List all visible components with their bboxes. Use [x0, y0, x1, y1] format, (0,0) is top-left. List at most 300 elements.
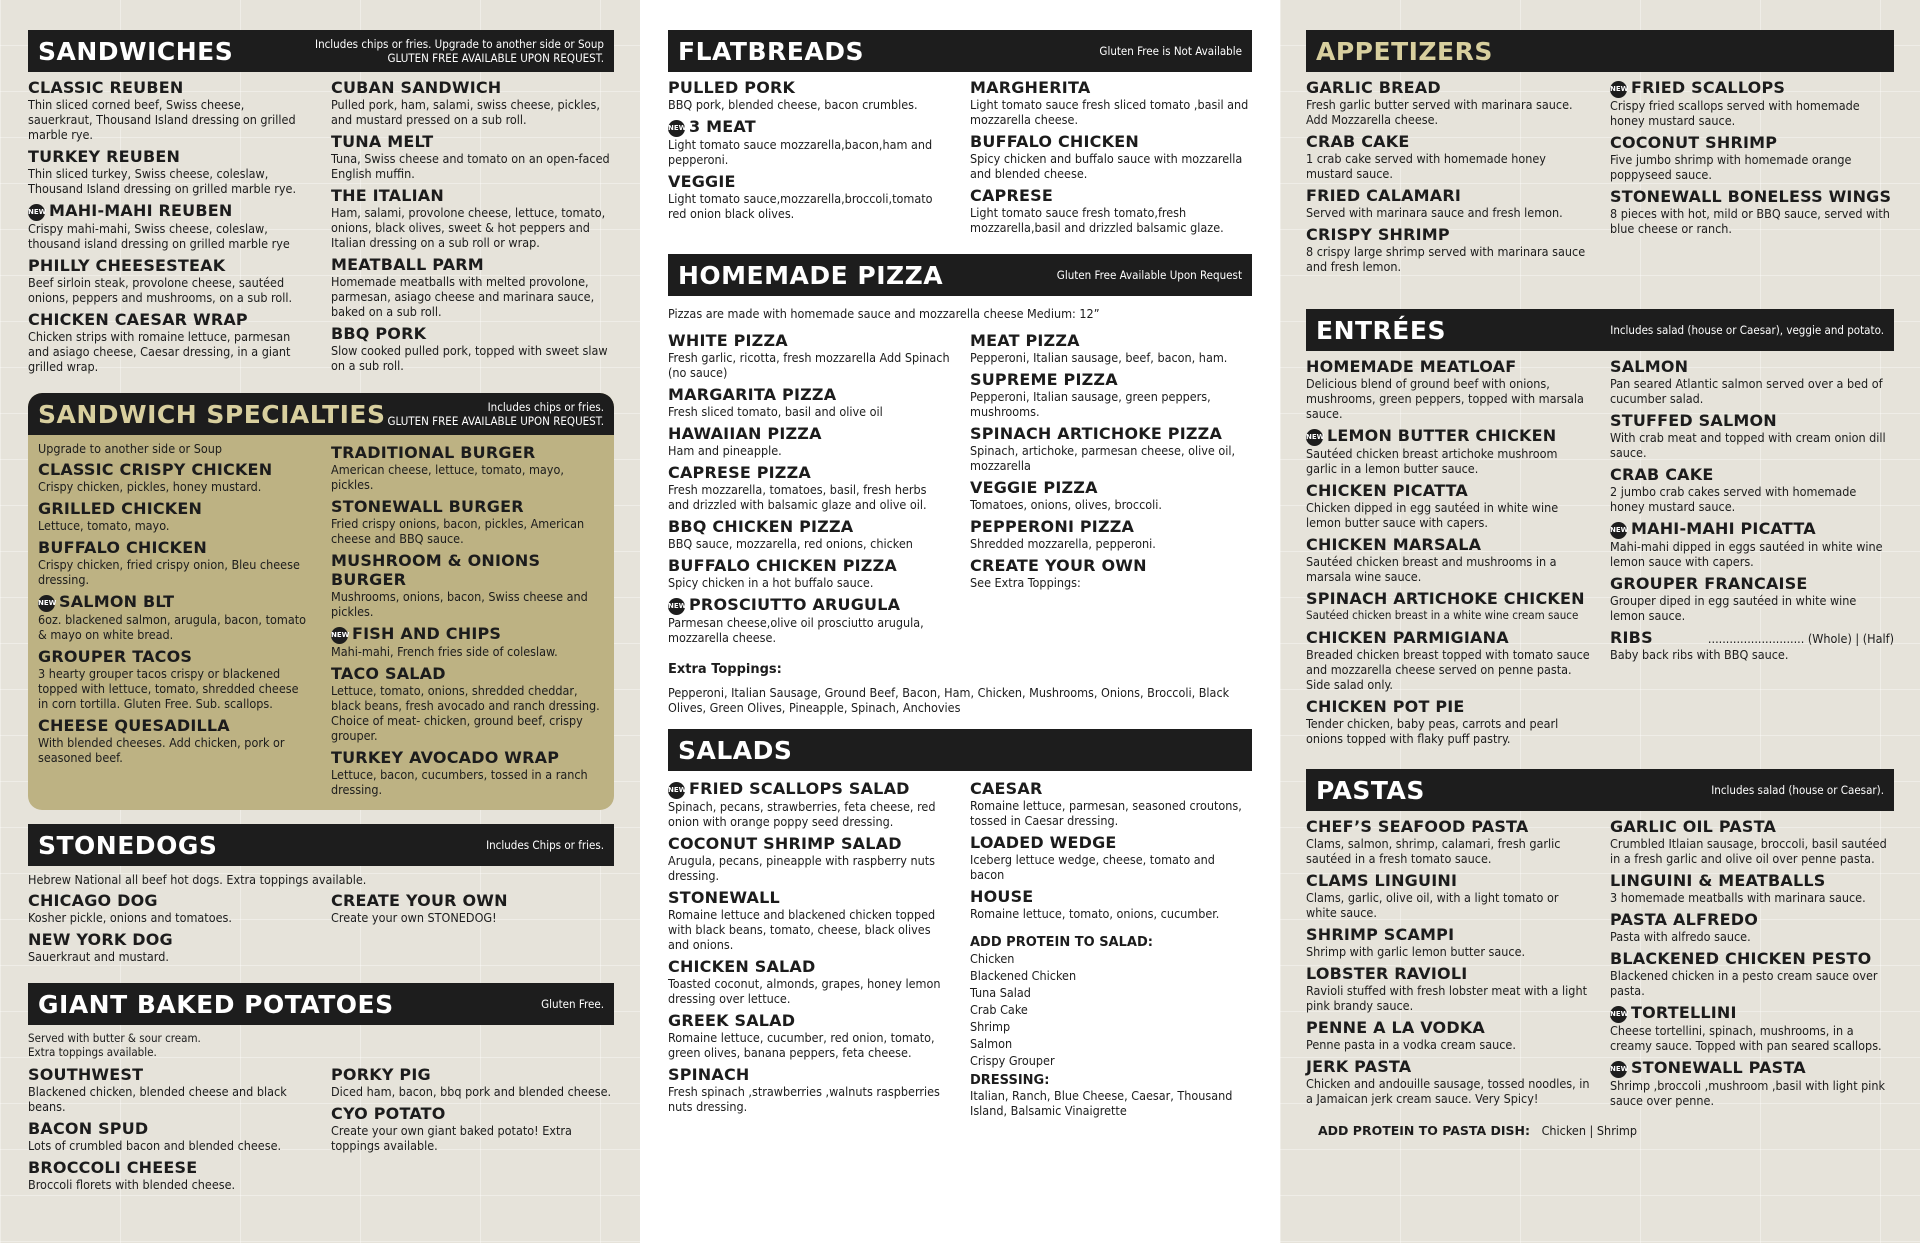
- potatoes-header: [28, 983, 614, 1025]
- item-desc: Diced ham, bacon, bbq pork and blended cheese.: [331, 1084, 612, 1099]
- item-desc: Light tomato sauce fresh sliced tomato ,basil and mozzarella cheese.: [970, 97, 1249, 127]
- menu-item: [1306, 426, 1590, 476]
- section-note: [315, 37, 604, 65]
- item-desc: 3 hearty grouper tacos crispy or blackened topped with lettuce, tomato, shredded cheese in corn tortilla. Gluten Free. Sub. scallops.: [38, 666, 299, 711]
- item-desc: Thin sliced corned beef, Swiss cheese, sauerkraut, Thousand Island dressing on grilled marble rye.: [28, 97, 296, 142]
- menu-item: [331, 255, 614, 319]
- item-name: MUSHROOM & ONIONS BURGER: [331, 551, 541, 589]
- item-desc: Create your own giant baked potato! Extra toppings available.: [331, 1123, 572, 1153]
- item-desc: Blackened chicken, blended cheese and black beans.: [28, 1084, 287, 1114]
- item-name: SPINACH: [668, 1065, 750, 1084]
- intro-line: Extra toppings available.: [28, 1045, 157, 1059]
- menu-item: [331, 664, 604, 743]
- entrees-section: [1306, 309, 1894, 751]
- item-desc: Five jumbo shrimp with homemade orange poppyseed sauce.: [1610, 152, 1852, 182]
- item-desc: Penne pasta in a vodka cream sauce.: [1306, 1037, 1516, 1052]
- menu-item: [28, 1158, 311, 1192]
- menu-item: [1306, 871, 1590, 920]
- menu-item: [38, 499, 311, 533]
- item-name: LINGUINI & MEATBALLS: [1610, 871, 1826, 890]
- item-name: PASTA ALFREDO: [1610, 910, 1759, 929]
- new-badge-icon: NEW: [1306, 429, 1323, 446]
- item-desc: Mahi-mahi, French fries side of coleslaw.: [331, 644, 558, 659]
- section-note: [387, 400, 604, 428]
- menu-item: [331, 497, 604, 546]
- item-desc: Kosher pickle, onions and tomatoes.: [28, 910, 232, 925]
- item-name: CLASSIC CRISPY CHICKEN: [38, 460, 273, 479]
- item-desc: Fresh garlic butter served with marinara sauce. Add Mozzarella cheese.: [1306, 97, 1573, 127]
- item-desc: Grouper diped in egg sautéed in white wine lemon sauce.: [1610, 593, 1857, 623]
- item-desc: Spinach, pecans, strawberries, feta cheese, red onion with orange poppy seed dressing.: [668, 799, 936, 829]
- section-title: STONEDOGS: [38, 830, 218, 860]
- item-desc: Ham and pineapple.: [668, 443, 782, 458]
- menu-item: [970, 478, 1252, 512]
- item-name: JERK PASTA: [1306, 1057, 1412, 1076]
- pastas-header: [1306, 769, 1894, 811]
- item-name: CREATE YOUR OWN: [331, 891, 508, 910]
- menu-item: [331, 186, 614, 250]
- protein-options: Chicken | Shrimp: [1541, 1123, 1638, 1138]
- item-name: WHITE PIZZA: [668, 331, 788, 350]
- item-desc: Ham, salami, provolone cheese, lettuce, tomato, onions, black olives, sweet & hot peppers and Italian dressing on a sub roll or wrap.: [331, 205, 606, 250]
- baked-potatoes-section: [28, 983, 614, 1197]
- item-name: SALMON: [1610, 357, 1689, 376]
- dressing-label: DRESSING:: [970, 1073, 1050, 1088]
- item-desc: Arugula, pecans, pineapple with raspberry nuts dressing.: [668, 853, 936, 883]
- item-desc: Light tomato sauce,mozzarella,broccoli,tomato red onion black olives.: [668, 191, 933, 221]
- item-name: SPINACH ARTICHOKE PIZZA: [970, 424, 1223, 443]
- menu-item: [970, 833, 1252, 882]
- menu-item: [1610, 133, 1894, 182]
- section-title: SANDWICHES: [38, 36, 234, 66]
- item-desc: Cheese tortellini, spinach, mushrooms, in a creamy sauce. Topped with pan seared scallops.: [1610, 1023, 1882, 1053]
- menu-item: [970, 78, 1252, 127]
- item-name: STONEWALL: [668, 888, 780, 907]
- new-badge-icon: NEW: [1610, 1061, 1627, 1078]
- section-title: HOMEMADE PIZZA: [678, 260, 944, 290]
- flatbreads-section: [668, 30, 1252, 240]
- item-desc: Lettuce, bacon, cucumbers, tossed in a ranch dressing.: [331, 767, 588, 797]
- item-name: GREEK SALAD: [668, 1011, 796, 1030]
- item-name: SALMON BLT: [59, 592, 175, 611]
- item-desc: Pepperoni, Italian sausage, beef, bacon, ham.: [970, 350, 1228, 365]
- item-desc: Romaine lettuce, tomato, onions, cucumber.: [970, 906, 1220, 921]
- section-title: SANDWICH SPECIALTIES: [38, 399, 386, 429]
- item-name: CAPRESE: [970, 186, 1053, 205]
- item-name: STONEWALL BURGER: [331, 497, 524, 516]
- menu-item: [331, 78, 614, 127]
- protein-option: Shrimp: [970, 1019, 1011, 1034]
- item-name: SHRIMP SCAMPI: [1306, 925, 1455, 944]
- specialties-header: [28, 393, 614, 435]
- item-desc: Lots of crumbled bacon and blended cheese.: [28, 1138, 282, 1153]
- item-desc: Crumbled Itlaian sausage, broccoli, basil sautéed in a fresh garlic and olive oil over penne pasta.: [1610, 836, 1887, 866]
- item-name: CLASSIC REUBEN: [28, 78, 184, 97]
- menu-item: [668, 834, 950, 883]
- menu-item: [28, 1065, 311, 1114]
- menu-item: [668, 517, 950, 551]
- salads-section: [668, 729, 1252, 1119]
- item-name: MEAT PIZZA: [970, 331, 1080, 350]
- item-desc: Beef sirloin steak, provolone cheese, sautéed onions, peppers and mushrooms, on a sub roll.: [28, 275, 293, 305]
- extra-toppings-label: Extra Toppings:: [668, 662, 782, 677]
- menu-item: [668, 779, 950, 829]
- item-name: CRAB CAKE: [1610, 465, 1714, 484]
- menu-item: [1306, 357, 1590, 421]
- pasta-protein-row: [1306, 1123, 1894, 1138]
- item-name: CAESAR: [970, 779, 1043, 798]
- item-name: COCONUT SHRIMP SALAD: [668, 834, 902, 853]
- item-desc: Light tomato sauce fresh tomato,fresh mozzarella,basil and drizzled balsamic glaze.: [970, 205, 1224, 235]
- menu-item: [668, 888, 950, 952]
- new-badge-icon: NEW: [38, 595, 55, 612]
- item-name: BBQ PORK: [331, 324, 427, 343]
- item-name: CREATE YOUR OWN: [970, 556, 1147, 575]
- menu-item: [38, 538, 311, 587]
- item-desc: Thin sliced turkey, Swiss cheese, coleslaw, Thousand Island dressing on grilled marble rye.: [28, 166, 297, 196]
- menu-item: [1610, 1003, 1894, 1053]
- protein-option: Salmon: [970, 1036, 1013, 1051]
- menu-item: [331, 132, 614, 181]
- menu-item: [331, 324, 614, 373]
- item-desc: With blended cheeses. Add chicken, pork or seasoned beef.: [38, 735, 285, 765]
- item-name: NEW YORK DOG: [28, 930, 173, 949]
- section-note: Gluten Free.: [541, 997, 604, 1011]
- menu-item: [28, 891, 311, 925]
- item-desc: Mahi-mahi dipped in eggs sautéed in white wine lemon sauce with capers.: [1610, 539, 1883, 569]
- protein-list: [970, 950, 1252, 1069]
- new-badge-icon: NEW: [28, 204, 45, 221]
- menu-item: [1610, 574, 1894, 623]
- item-name: GRILLED CHICKEN: [38, 499, 203, 518]
- item-desc: Shrimp with garlic lemon butter sauce.: [1306, 944, 1526, 959]
- menu-item: [1306, 1018, 1590, 1052]
- item-name: GROUPER TACOS: [38, 647, 193, 666]
- item-name: PHILLY CHEESESTEAK: [28, 256, 226, 275]
- item-name: BROCCOLI CHEESE: [28, 1158, 198, 1177]
- item-desc: Romaine lettuce, parmesan, seasoned croutons, tossed in Caesar dressing.: [970, 798, 1242, 828]
- new-badge-icon: NEW: [668, 120, 685, 137]
- item-name: CHEESE QUESADILLA: [38, 716, 230, 735]
- item-name: VEGGIE PIZZA: [970, 478, 1098, 497]
- flatbreads-header: [668, 30, 1252, 72]
- item-desc: Iceberg lettuce wedge, cheese, tomato and bacon: [970, 852, 1215, 882]
- menu-item: [1306, 1057, 1590, 1106]
- item-name: CYO POTATO: [331, 1104, 446, 1123]
- item-name: HOUSE: [970, 887, 1034, 906]
- menu-item: [38, 592, 311, 642]
- menu-item: [1306, 535, 1590, 584]
- menu-item: [1610, 78, 1894, 128]
- item-desc: BBQ sauce, mozzarella, red onions, chicken: [668, 536, 913, 551]
- item-desc: BBQ pork, blended cheese, bacon crumbles.: [668, 97, 918, 112]
- menu-item: [331, 1065, 614, 1099]
- item-desc: Crispy chicken, fried crispy onion, Bleu cheese dressing.: [38, 557, 300, 587]
- menu-item: [970, 331, 1252, 365]
- item-desc: 1 crab cake served with homemade honey mustard sauce.: [1306, 151, 1546, 181]
- stonedogs-header: [28, 824, 614, 866]
- item-name: FRIED SCALLOPS: [1631, 78, 1786, 97]
- note-line: Includes chips or fries.: [487, 400, 604, 414]
- menu-item: [668, 957, 950, 1006]
- item-desc: Chicken and andouille sausage, tossed noodles, in a Jamaican jerk cream sauce. Very Spicy!: [1306, 1076, 1590, 1106]
- menu-item: [1610, 949, 1894, 998]
- menu-item: [668, 463, 950, 512]
- menu-item: [1610, 1058, 1894, 1108]
- item-desc: Breaded chicken breast topped with tomato sauce and mozzarella cheese served on penne pasta. Side salad only.: [1306, 647, 1590, 692]
- menu-item: [1610, 411, 1894, 460]
- section-intro: [28, 1031, 614, 1059]
- menu-item: [28, 201, 311, 251]
- item-desc: Clams, salmon, shrimp, calamari, fresh garlic sautéed in a fresh tomato sauce.: [1306, 836, 1561, 866]
- menu-item: [970, 132, 1252, 181]
- menu-item: [1306, 925, 1590, 959]
- menu-panel-center: [640, 0, 1280, 1243]
- item-desc: 8 crispy large shrimp served with marinara sauce and fresh lemon.: [1306, 244, 1586, 274]
- item-name: PULLED PORK: [668, 78, 796, 97]
- item-desc: Fresh garlic, ricotta, fresh mozzarella Add Spinach (no sauce): [668, 350, 950, 380]
- note-line: GLUTEN FREE AVAILABLE UPON REQUEST.: [387, 51, 604, 65]
- item-name: TURKEY REUBEN: [28, 147, 181, 166]
- item-desc: With crab meat and topped with cream onion dill sauce.: [1610, 430, 1886, 460]
- sandwich-specialties-section: [28, 393, 614, 810]
- menu-item: [970, 779, 1252, 828]
- item-name: COCONUT SHRIMP: [1610, 133, 1778, 152]
- item-desc: See Extra Toppings:: [970, 575, 1081, 590]
- item-desc: Tuna, Swiss cheese and tomato on an open-faced English muffin.: [331, 151, 610, 181]
- menu-panel-left: [0, 0, 640, 1243]
- item-name: CHICKEN PARMIGIANA: [1306, 628, 1509, 647]
- item-name: CUBAN SANDWICH: [331, 78, 502, 97]
- item-name: 3 MEAT: [689, 117, 756, 136]
- section-note: Gluten Free is Not Available: [1099, 44, 1242, 58]
- menu-item: [668, 117, 950, 167]
- item-desc: Romaine lettuce, cucumber, red onion, tomato, green olives, banana peppers, feta cheese.: [668, 1030, 935, 1060]
- item-desc: Spicy chicken and buffalo sauce with mozzarella and blended cheese.: [970, 151, 1243, 181]
- sandwiches-header: [28, 30, 614, 72]
- item-name: SPINACH ARTICHOKE CHICKEN: [1306, 589, 1585, 608]
- item-desc: Pepperoni, Italian sausage, green peppers, mushrooms.: [970, 389, 1211, 419]
- dressing-list: Italian, Ranch, Blue Cheese, Caesar, Thousand Island, Balsamic Vinaigrette: [970, 1088, 1233, 1118]
- item-desc: 6oz. blackened salmon, arugula, bacon, tomato & mayo on white bread.: [38, 612, 306, 642]
- item-name: GARLIC BREAD: [1306, 78, 1441, 97]
- item-name: PORKY PIG: [331, 1065, 431, 1084]
- item-desc: Spicy chicken in a hot buffalo sauce.: [668, 575, 874, 590]
- item-desc: Create your own STONEDOG!: [331, 910, 497, 925]
- item-desc: Clams, garlic, olive oil, with a light tomato or white sauce.: [1306, 890, 1559, 920]
- item-name: THE ITALIAN: [331, 186, 444, 205]
- item-name: STUFFED SALMON: [1610, 411, 1777, 430]
- menu-item: [1306, 481, 1590, 530]
- item-desc: Parmesan cheese,olive oil prosciutto arugula, mozzarella cheese.: [668, 615, 924, 645]
- section-note: Includes Chips or fries.: [486, 838, 604, 852]
- add-protein-label: ADD PROTEIN TO SALAD:: [970, 935, 1153, 950]
- item-name: CAPRESE PIZZA: [668, 463, 811, 482]
- item-name: GROUPER FRANCAISE: [1610, 574, 1808, 593]
- item-name: SOUTHWEST: [28, 1065, 144, 1084]
- item-name: VEGGIE: [668, 172, 736, 191]
- menu-item: [28, 310, 311, 374]
- item-desc: Shredded mozzarella, pepperoni.: [970, 536, 1156, 551]
- stonedogs-section: [28, 824, 614, 969]
- protein-option: Chicken: [970, 951, 1015, 966]
- item-name: STONEWALL PASTA: [1631, 1058, 1806, 1077]
- menu-item: [38, 647, 311, 711]
- menu-item: [1610, 910, 1894, 944]
- item-desc: Delicious blend of ground beef with onions, mushrooms, green peppers, topped with marsala sauce.: [1306, 376, 1584, 421]
- item-name: STONEWALL BONELESS WINGS: [1610, 187, 1892, 206]
- entrees-header: [1306, 309, 1894, 351]
- item-desc: Sauerkraut and mustard.: [28, 949, 169, 964]
- item-name: CHICAGO DOG: [28, 891, 158, 910]
- add-protein-label: ADD PROTEIN TO PASTA DISH:: [1318, 1123, 1530, 1138]
- upgrade-note: Upgrade to another side or Soup: [38, 441, 223, 456]
- item-name: MARGHERITA: [970, 78, 1091, 97]
- menu-item: [28, 147, 311, 196]
- menu-item: [331, 748, 604, 797]
- item-name: TURKEY AVOCADO WRAP: [331, 748, 560, 767]
- item-desc: Crispy mahi-mahi, Swiss cheese, coleslaw, thousand island dressing on grilled marble rye: [28, 221, 290, 251]
- menu-item: [668, 595, 950, 645]
- item-name: TORTELLINI: [1631, 1003, 1737, 1022]
- item-desc: Fried crispy onions, bacon, pickles, American cheese and BBQ sauce.: [331, 516, 585, 546]
- menu-item: [668, 1011, 950, 1060]
- menu-item: [331, 1104, 614, 1153]
- item-name: SUPREME PIZZA: [970, 370, 1118, 389]
- section-title: SALADS: [678, 735, 793, 765]
- item-name: CHICKEN POT PIE: [1306, 697, 1465, 716]
- item-desc: Pulled pork, ham, salami, swiss cheese, pickles, and mustard pressed on a sub roll.: [331, 97, 600, 127]
- menu-item: [1610, 871, 1894, 905]
- menu-item: [668, 78, 950, 112]
- item-name: PEPPERONI PIZZA: [970, 517, 1135, 536]
- item-name: LOBSTER RAVIOLI: [1306, 964, 1468, 983]
- menu-item: [1610, 465, 1894, 514]
- menu-item: [38, 716, 311, 765]
- item-name: HOMEMADE MEATLOAF: [1306, 357, 1517, 376]
- item-name: HAWAIIAN PIZZA: [668, 424, 822, 443]
- item-name: MEATBALL PARM: [331, 255, 484, 274]
- item-desc: Crispy fried scallops served with homemade honey mustard sauce.: [1610, 98, 1860, 128]
- menu-item: [1610, 519, 1894, 569]
- item-desc: Sautéed chicken breast artichoke mushroom garlic in a lemon butter sauce.: [1306, 446, 1558, 476]
- item-name: LOADED WEDGE: [970, 833, 1117, 852]
- item-desc: Slow cooked pulled pork, topped with sweet slaw on a sub roll.: [331, 343, 608, 373]
- item-desc: Mushrooms, onions, bacon, Swiss cheese and pickles.: [331, 589, 588, 619]
- item-desc: Lettuce, tomato, mayo.: [38, 518, 170, 533]
- item-name: MAHI-MAHI REUBEN: [49, 201, 233, 220]
- menu-item: [28, 1119, 311, 1153]
- item-name: CHICKEN CAESAR WRAP: [28, 310, 248, 329]
- section-note: Includes salad (house or Caesar).: [1711, 783, 1884, 797]
- extra-toppings-list: Pepperoni, Italian Sausage, Ground Beef, Bacon, Ham, Chicken, Mushrooms, Onions, Broccoli, Black Olives, Green Olives, Pineapple, Spinach, Anchovies: [668, 685, 1230, 715]
- section-intro: Hebrew National all beef hot dogs. Extra toppings available.: [28, 872, 367, 887]
- item-name: MAHI-MAHI PICATTA: [1631, 519, 1816, 538]
- menu-item: [970, 370, 1252, 419]
- protein-option: Blackened Chicken: [970, 968, 1077, 983]
- menu-item: [668, 172, 950, 221]
- item-name: CHICKEN PICATTA: [1306, 481, 1469, 500]
- protein-option: Crispy Grouper: [970, 1053, 1055, 1068]
- menu-item: [970, 186, 1252, 235]
- item-name: BBQ CHICKEN PIZZA: [668, 517, 854, 536]
- item-desc: Ravioli stuffed with fresh lobster meat with a light pink brandy sauce.: [1306, 983, 1587, 1013]
- item-desc: Sautéed chicken breast in a white wine cream sauce: [1306, 608, 1579, 622]
- item-name: MARGARITA PIZZA: [668, 385, 837, 404]
- menu-item: [331, 551, 604, 619]
- item-desc: Chicken strips with romaine lettuce, parmesan and asiago cheese, Caesar dressing, in a giant grilled wrap.: [28, 329, 291, 374]
- item-name: PENNE A LA VODKA: [1306, 1018, 1486, 1037]
- appetizers-section: [1306, 30, 1894, 279]
- item-name: TRADITIONAL BURGER: [331, 443, 536, 462]
- item-name: BUFFALO CHICKEN PIZZA: [668, 556, 897, 575]
- item-desc: Homemade meatballs with melted provolone, parmesan, asiago cheese and marinara sauce, baked on a sub roll.: [331, 274, 595, 319]
- item-desc: Sautéed chicken breast and mushrooms in a marsala wine sauce.: [1306, 554, 1557, 584]
- item-desc: Crispy chicken, pickles, honey mustard.: [38, 479, 262, 494]
- section-title: ENTRÉES: [1316, 315, 1446, 345]
- sandwiches-section: [28, 30, 614, 379]
- menu-item: [668, 424, 950, 458]
- item-name: TUNA MELT: [331, 132, 434, 151]
- item-name: CHICKEN MARSALA: [1306, 535, 1482, 554]
- menu-item: [1306, 225, 1590, 274]
- section-title: GIANT BAKED POTATOES: [38, 989, 394, 1019]
- menu-item: [1610, 357, 1894, 406]
- item-desc: Pasta with alfredo sauce.: [1610, 929, 1751, 944]
- item-desc: Lettuce, tomato, onions, shredded cheddar, black beans, fresh avocado and ranch dressing. Choice of meat- chicken, ground beef, crispy grouper.: [331, 683, 600, 743]
- menu-item: [970, 887, 1252, 921]
- item-desc: Served with marinara sauce and fresh lemon.: [1306, 205, 1563, 220]
- item-name: BACON SPUD: [28, 1119, 149, 1138]
- item-name: BUFFALO CHICKEN: [38, 538, 207, 557]
- pizza-header: [668, 254, 1252, 296]
- menu-item: [668, 1065, 950, 1114]
- item-name: CHEF’S SEAFOOD PASTA: [1306, 817, 1529, 836]
- protein-option: Tuna Salad: [970, 985, 1031, 1000]
- note-line: Includes chips or fries. Upgrade to another side or Soup: [315, 37, 604, 51]
- item-desc: Broccoli florets with blended cheese.: [28, 1177, 236, 1192]
- menu-item: [331, 891, 614, 925]
- menu-item: [1306, 697, 1590, 746]
- item-desc: Baby back ribs with BBQ sauce.: [1610, 647, 1789, 662]
- item-desc: Tender chicken, baby peas, carrots and pearl onions topped with flaky puff pastry.: [1306, 716, 1559, 746]
- item-desc: 8 pieces with hot, mild or BBQ sauce, served with blue cheese or ranch.: [1610, 206, 1890, 236]
- item-desc: Light tomato sauce mozzarella,bacon,ham and pepperoni.: [668, 137, 933, 167]
- intro-line: Served with butter & sour cream.: [28, 1031, 201, 1045]
- item-name: BUFFALO CHICKEN: [970, 132, 1139, 151]
- pizza-section: [668, 254, 1252, 715]
- menu-item: [1610, 187, 1894, 236]
- item-desc: Pan seared Atlantic salmon served over a bed of cucumber salad.: [1610, 376, 1883, 406]
- menu-item: [970, 556, 1252, 590]
- item-name: CLAMS LINGUINI: [1306, 871, 1458, 890]
- note-line: GLUTEN FREE AVAILABLE UPON REQUEST.: [387, 414, 604, 428]
- menu-item: [1306, 628, 1590, 692]
- item-name: BLACKENED CHICKEN PESTO: [1610, 949, 1872, 968]
- item-name: CHICKEN SALAD: [668, 957, 816, 976]
- menu-item: [668, 331, 950, 380]
- new-badge-icon: NEW: [668, 782, 685, 799]
- section-intro: Pizzas are made with homemade sauce and mozzarella cheese Medium: 12”: [668, 306, 1100, 321]
- menu-item: [28, 256, 311, 305]
- new-badge-icon: NEW: [1610, 81, 1627, 98]
- new-badge-icon: NEW: [668, 598, 685, 615]
- item-desc: 2 jumbo crab cakes served with homemade honey mustard sauce.: [1610, 484, 1857, 514]
- item-name: FRIED SCALLOPS SALAD: [689, 779, 910, 798]
- item-name: FRIED CALAMARI: [1306, 186, 1462, 205]
- menu-item: [1306, 78, 1590, 127]
- section-note: Includes salad (house or Caesar), veggie and potato.: [1610, 323, 1884, 337]
